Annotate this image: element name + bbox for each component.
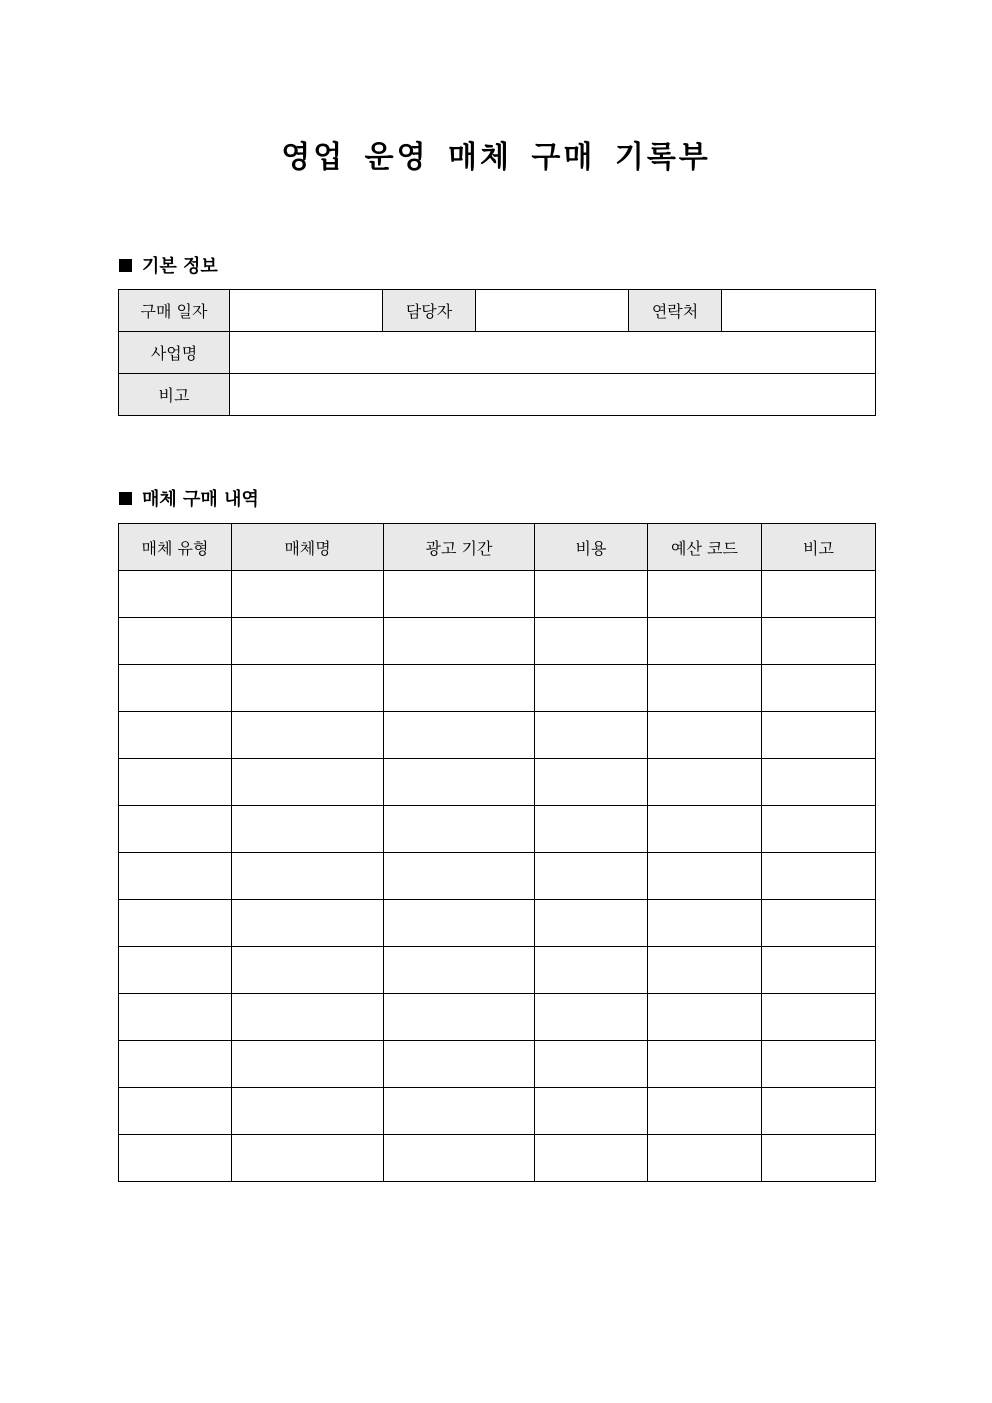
table-row (119, 618, 876, 665)
media-name-cell[interactable] (232, 853, 384, 900)
table-row (119, 1088, 876, 1135)
table-row (119, 1135, 876, 1182)
media-name-cell[interactable] (232, 806, 384, 853)
media-name-cell[interactable] (232, 1088, 384, 1135)
media-name-cell[interactable] (232, 994, 384, 1041)
table-row (119, 571, 876, 618)
media-name-cell[interactable] (232, 712, 384, 759)
basic-info-heading-text: 기본 정보 (142, 256, 218, 277)
cost-cell[interactable] (535, 759, 648, 806)
table-row (119, 1041, 876, 1088)
business-name-field[interactable] (230, 332, 876, 374)
media-type-cell[interactable] (119, 618, 232, 665)
remarks-cell[interactable] (762, 853, 876, 900)
remarks-cell[interactable] (762, 665, 876, 712)
media-type-cell[interactable] (119, 853, 232, 900)
cost-cell[interactable] (535, 1135, 648, 1182)
media-name-cell[interactable] (232, 900, 384, 947)
column-header-media-type: 매체 유형 (119, 524, 232, 571)
cost-cell[interactable] (535, 712, 648, 759)
square-bullet-icon (119, 492, 132, 505)
remarks-cell[interactable] (762, 618, 876, 665)
ad-period-cell[interactable] (384, 712, 535, 759)
media-type-cell[interactable] (119, 806, 232, 853)
media-type-cell[interactable] (119, 1041, 232, 1088)
remarks-field[interactable] (230, 374, 876, 416)
budget-code-cell[interactable] (648, 1041, 762, 1088)
table-row (119, 759, 876, 806)
manager-field[interactable] (476, 290, 629, 332)
remarks-cell[interactable] (762, 712, 876, 759)
media-type-cell[interactable] (119, 665, 232, 712)
square-bullet-icon (119, 259, 132, 272)
budget-code-cell[interactable] (648, 618, 762, 665)
business-name-label: 사업명 (119, 332, 230, 374)
media-type-cell[interactable] (119, 1135, 232, 1182)
budget-code-cell[interactable] (648, 947, 762, 994)
column-header-budget-code: 예산 코드 (648, 524, 762, 571)
contact-field[interactable] (722, 290, 876, 332)
column-header-cost: 비용 (535, 524, 648, 571)
media-name-cell[interactable] (232, 571, 384, 618)
table-row (119, 900, 876, 947)
ad-period-cell[interactable] (384, 571, 535, 618)
media-type-cell[interactable] (119, 900, 232, 947)
cost-cell[interactable] (535, 1041, 648, 1088)
media-name-cell[interactable] (232, 947, 384, 994)
media-type-cell[interactable] (119, 712, 232, 759)
budget-code-cell[interactable] (648, 806, 762, 853)
table-row (119, 712, 876, 759)
media-name-cell[interactable] (232, 1041, 384, 1088)
purchase-date-label: 구매 일자 (119, 290, 230, 332)
remarks-cell[interactable] (762, 994, 876, 1041)
budget-code-cell[interactable] (648, 759, 762, 806)
cost-cell[interactable] (535, 665, 648, 712)
cost-cell[interactable] (535, 853, 648, 900)
cost-cell[interactable] (535, 571, 648, 618)
media-type-cell[interactable] (119, 947, 232, 994)
document-title: 영업 운영 매체 구매 기록부 (281, 140, 711, 175)
budget-code-cell[interactable] (648, 665, 762, 712)
ad-period-cell[interactable] (384, 994, 535, 1041)
column-header-media-name: 매체명 (232, 524, 384, 571)
budget-code-cell[interactable] (648, 712, 762, 759)
table-row (119, 947, 876, 994)
table-row (119, 853, 876, 900)
ad-period-cell[interactable] (384, 1135, 535, 1182)
cost-cell[interactable] (535, 947, 648, 994)
media-type-cell[interactable] (119, 994, 232, 1041)
media-type-cell[interactable] (119, 1088, 232, 1135)
table-header-row (119, 524, 876, 571)
cost-cell[interactable] (535, 994, 648, 1041)
cost-cell[interactable] (535, 618, 648, 665)
column-header-remarks: 비고 (762, 524, 876, 571)
ad-period-cell[interactable] (384, 759, 535, 806)
media-name-cell[interactable] (232, 759, 384, 806)
remarks-cell[interactable] (762, 900, 876, 947)
cost-cell[interactable] (535, 806, 648, 853)
remarks-label: 비고 (119, 374, 230, 416)
remarks-cell[interactable] (762, 1088, 876, 1135)
remarks-cell[interactable] (762, 759, 876, 806)
remarks-cell[interactable] (762, 947, 876, 994)
manager-label: 담당자 (383, 290, 476, 332)
basic-info-heading (119, 252, 218, 278)
media-type-cell[interactable] (119, 571, 232, 618)
budget-code-cell[interactable] (648, 853, 762, 900)
purchase-date-field[interactable] (230, 290, 383, 332)
table-row (119, 806, 876, 853)
media-name-cell[interactable] (232, 1135, 384, 1182)
table-row (119, 665, 876, 712)
purchase-details-heading (119, 485, 259, 511)
purchase-details-table (118, 523, 876, 1182)
ad-period-cell[interactable] (384, 806, 535, 853)
budget-code-cell[interactable] (648, 1135, 762, 1182)
table-row (119, 994, 876, 1041)
budget-code-cell[interactable] (648, 571, 762, 618)
media-name-cell[interactable] (232, 665, 384, 712)
cost-cell[interactable] (535, 900, 648, 947)
cost-cell[interactable] (535, 1088, 648, 1135)
purchase-details-heading-text: 매체 구매 내역 (142, 489, 259, 510)
basic-info-table (118, 289, 876, 416)
budget-code-cell[interactable] (648, 994, 762, 1041)
ad-period-cell[interactable] (384, 853, 535, 900)
remarks-cell[interactable] (762, 571, 876, 618)
ad-period-cell[interactable] (384, 900, 535, 947)
ad-period-cell[interactable] (384, 665, 535, 712)
ad-period-cell[interactable] (384, 1088, 535, 1135)
ad-period-cell[interactable] (384, 947, 535, 994)
remarks-cell[interactable] (762, 1135, 876, 1182)
budget-code-cell[interactable] (648, 900, 762, 947)
budget-code-cell[interactable] (648, 1088, 762, 1135)
column-header-ad-period: 광고 기간 (384, 524, 535, 571)
contact-label: 연락처 (629, 290, 722, 332)
ad-period-cell[interactable] (384, 1041, 535, 1088)
remarks-cell[interactable] (762, 1041, 876, 1088)
media-type-cell[interactable] (119, 759, 232, 806)
media-name-cell[interactable] (232, 618, 384, 665)
ad-period-cell[interactable] (384, 618, 535, 665)
remarks-cell[interactable] (762, 806, 876, 853)
